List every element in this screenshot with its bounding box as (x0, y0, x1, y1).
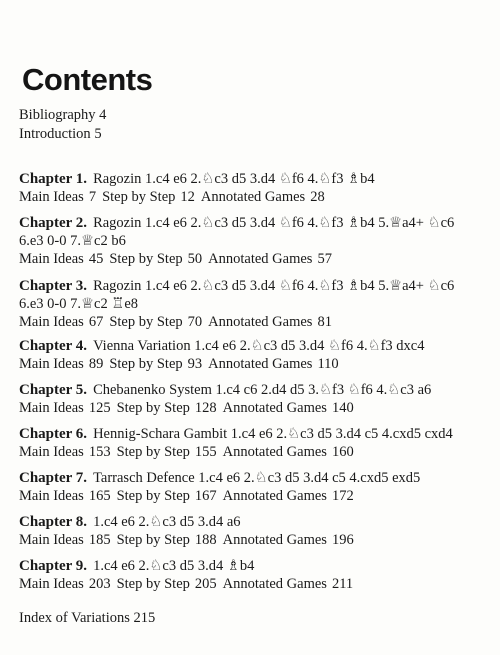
main-ideas-page: 203 (88, 576, 111, 592)
chapter-title-continued: 6.e3 0-0 7.♕c2 b6 (19, 233, 126, 249)
step-by-step-page: 155 (194, 444, 217, 460)
chapter-number: Chapter 4. (19, 338, 88, 354)
annotated-games-page: 110 (317, 356, 339, 372)
step-by-step-page: 93 (187, 356, 203, 372)
page-title: Contents (22, 62, 153, 97)
chapter-heading (19, 214, 489, 232)
main-ideas-page: 7 (88, 189, 97, 205)
annotated-games-label: Annotated Games (222, 576, 327, 592)
step-by-step-label: Step by Step (109, 356, 183, 372)
chapter-heading (19, 381, 489, 399)
chapter-entry[interactable] (19, 381, 489, 417)
annotated-games-page: 196 (331, 532, 354, 548)
main-ideas-label: Main Ideas (19, 189, 84, 205)
main-ideas-label: Main Ideas (19, 356, 84, 372)
chapter-entry[interactable] (19, 513, 489, 549)
main-ideas-label: Main Ideas (19, 532, 84, 548)
chapter-heading (19, 170, 489, 188)
annotated-games-label: Annotated Games (222, 400, 327, 416)
chapter-heading (19, 337, 489, 355)
chapter-number: Chapter 3. (19, 278, 88, 294)
chapter-sections (19, 250, 489, 268)
main-ideas-label: Main Ideas (19, 444, 84, 460)
step-by-step-page: 128 (194, 400, 217, 416)
index-of-variations[interactable] (19, 610, 155, 627)
step-by-step-page: 205 (194, 576, 217, 592)
front-matter-label: Introduction (19, 126, 91, 142)
step-by-step-page: 70 (187, 314, 203, 330)
annotated-games-label: Annotated Games (208, 356, 313, 372)
main-ideas-page: 153 (88, 444, 111, 460)
chapter-sections (19, 355, 489, 373)
chapter-sections (19, 399, 489, 417)
chapter-title: Tarrasch Defence 1.c4 e6 2.♘c3 d5 3.d4 c5 4.cxd5 exd5 (93, 470, 421, 486)
chapter-number: Chapter 5. (19, 382, 88, 398)
step-by-step-label: Step by Step (109, 314, 183, 330)
chapter-title: Ragozin 1.c4 e6 2.♘c3 d5 3.d4 ♘f6 4.♘f3 ♗b4 5.♕a4+ ♘c6 (93, 278, 455, 294)
chapter-heading (19, 557, 489, 575)
annotated-games-label: Annotated Games (222, 444, 327, 460)
chapter-entry[interactable] (19, 170, 489, 206)
chapter-title: Chebanenko System 1.c4 c6 2.d4 d5 3.♘f3 ♘f6 4.♘c3 a6 (93, 382, 432, 398)
chapter-number: Chapter 2. (19, 215, 88, 231)
main-ideas-page: 45 (88, 251, 104, 267)
chapter-sections (19, 188, 489, 206)
chapter-number: Chapter 7. (19, 470, 88, 486)
front-matter-label: Bibliography (19, 107, 96, 123)
front-matter-bibliography[interactable] (19, 106, 106, 124)
index-page: 215 (133, 610, 156, 626)
front-matter-introduction[interactable] (19, 125, 102, 143)
chapter-sections (19, 443, 489, 461)
chapter-heading (19, 277, 489, 295)
chapter-title: Hennig-Schara Gambit 1.c4 e6 2.♘c3 d5 3.d4 c5 4.cxd5 cxd4 (93, 426, 453, 442)
main-ideas-label: Main Ideas (19, 488, 84, 504)
chapter-sections (19, 575, 489, 593)
chapter-title: Ragozin 1.c4 e6 2.♘c3 d5 3.d4 ♘f6 4.♘f3 ♗b4 (93, 171, 375, 187)
annotated-games-page: 57 (317, 251, 332, 267)
main-ideas-page: 185 (88, 532, 111, 548)
step-by-step-page: 188 (194, 532, 217, 548)
step-by-step-label: Step by Step (116, 488, 190, 504)
annotated-games-page: 140 (331, 400, 354, 416)
annotated-games-label: Annotated Games (222, 488, 327, 504)
step-by-step-label: Step by Step (116, 400, 190, 416)
chapter-number: Chapter 9. (19, 558, 88, 574)
annotated-games-label: Annotated Games (208, 314, 313, 330)
step-by-step-label: Step by Step (116, 532, 190, 548)
step-by-step-label: Step by Step (109, 251, 183, 267)
chapter-heading (19, 425, 489, 443)
main-ideas-page: 125 (88, 400, 111, 416)
chapter-entry[interactable] (19, 214, 489, 268)
chapter-number: Chapter 6. (19, 426, 88, 442)
chapter-heading (19, 469, 489, 487)
annotated-games-page: 172 (331, 488, 354, 504)
chapter-sections (19, 487, 489, 505)
chapter-title: Vienna Variation 1.c4 e6 2.♘c3 d5 3.d4 ♘f6 4.♘f3 dxc4 (93, 338, 425, 354)
chapter-entry[interactable] (19, 277, 489, 331)
chapter-title: 1.c4 e6 2.♘c3 d5 3.d4 a6 (93, 514, 241, 530)
chapter-title: 1.c4 e6 2.♘c3 d5 3.d4 ♗b4 (93, 558, 255, 574)
annotated-games-page: 81 (317, 314, 332, 330)
step-by-step-label: Step by Step (116, 444, 190, 460)
main-ideas-page: 67 (88, 314, 104, 330)
front-matter-page: 4 (99, 107, 107, 123)
main-ideas-page: 165 (88, 488, 111, 504)
annotated-games-label: Annotated Games (222, 532, 327, 548)
step-by-step-label: Step by Step (116, 576, 190, 592)
front-matter-page: 5 (94, 126, 102, 142)
main-ideas-page: 89 (88, 356, 104, 372)
chapter-number: Chapter 1. (19, 171, 88, 187)
chapter-sections (19, 531, 489, 549)
chapter-entry[interactable] (19, 425, 489, 461)
chapter-entry[interactable] (19, 337, 489, 373)
step-by-step-page: 12 (180, 189, 195, 205)
annotated-games-label: Annotated Games (208, 251, 313, 267)
chapter-heading (19, 513, 489, 531)
annotated-games-page: 211 (331, 576, 354, 592)
main-ideas-label: Main Ideas (19, 400, 84, 416)
index-label: Index of Variations (19, 610, 130, 626)
main-ideas-label: Main Ideas (19, 576, 84, 592)
chapter-title-continued: 6.e3 0-0 7.♕c2 ♖e8 (19, 296, 139, 312)
chapter-entry[interactable] (19, 469, 489, 505)
annotated-games-label: Annotated Games (200, 189, 306, 205)
main-ideas-label: Main Ideas (19, 251, 84, 267)
annotated-games-page: 160 (331, 444, 354, 460)
chapter-entry[interactable] (19, 557, 489, 593)
annotated-games-page: 28 (310, 189, 325, 205)
step-by-step-label: Step by Step (102, 189, 176, 205)
chapter-title: Ragozin 1.c4 e6 2.♘c3 d5 3.d4 ♘f6 4.♘f3 ♗b4 5.♕a4+ ♘c6 (93, 215, 455, 231)
main-ideas-label: Main Ideas (19, 314, 84, 330)
step-by-step-page: 167 (194, 488, 217, 504)
chapter-sections (19, 313, 489, 331)
step-by-step-page: 50 (187, 251, 203, 267)
chapter-number: Chapter 8. (19, 514, 88, 530)
